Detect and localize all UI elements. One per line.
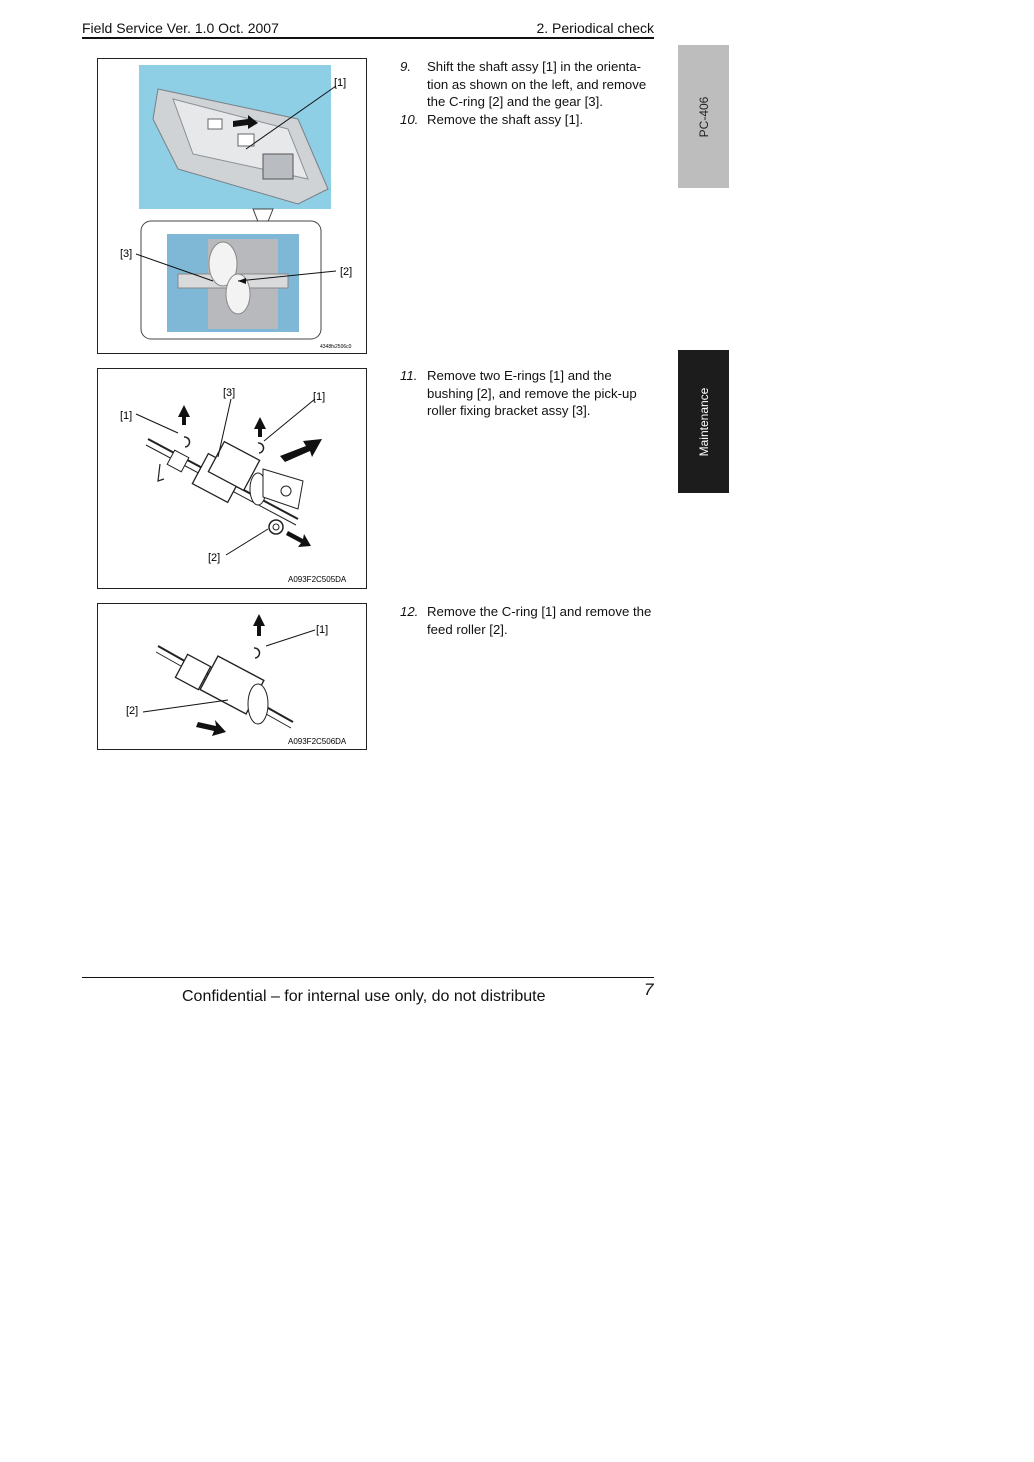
- step-10: [400, 111, 656, 129]
- figure-feed-roller-drawing: [98, 604, 367, 750]
- steps-group-3: [400, 603, 656, 638]
- fig2-label-1-right: [1]: [313, 391, 326, 403]
- fig2-label-3: [3]: [223, 387, 236, 399]
- step-12: [400, 603, 656, 638]
- fig1-label-1: [1]: [334, 77, 347, 89]
- fig1-label-3: [3]: [120, 248, 133, 260]
- step-text: Remove the C-ring [1] and remove the feed roller [2].: [427, 604, 652, 637]
- fig2-code: A093F2C505DA: [288, 575, 347, 584]
- fig2-label-2: [2]: [208, 552, 221, 564]
- fig3-label-2: [2]: [126, 705, 139, 717]
- side-tab-model: [678, 45, 729, 188]
- figure-shaft-assy: [97, 58, 367, 354]
- fig1-label-2: [2]: [340, 266, 353, 278]
- footer-rule: [82, 977, 654, 978]
- steps-group-1: [400, 58, 656, 128]
- side-tab-section-label: Maintenance: [696, 387, 711, 456]
- fig2-label-1-left: [1]: [120, 410, 133, 422]
- step-number: 11.: [400, 368, 418, 383]
- step-number: 9.: [400, 59, 411, 74]
- side-tab-section: [678, 350, 729, 493]
- step-text: Remove the shaft assy [1].: [427, 111, 584, 127]
- header-rule: [82, 37, 654, 39]
- step-text: Shift the shaft assy [1] in the orienta-tion as shown on the left, and remove the C-ring [2] and the gear [3].: [427, 59, 647, 109]
- step-9: [400, 58, 656, 111]
- fig3-code: A093F2C506DA: [288, 737, 347, 746]
- fig3-label-1: [1]: [316, 624, 329, 636]
- figure-feed-roller: [97, 603, 367, 750]
- step-number: 12.: [400, 604, 419, 619]
- figure-shaft-assy-drawing: [98, 59, 367, 354]
- page-number: 7: [644, 980, 654, 999]
- step-text: Remove two E-rings [1] and the bushing [2], and remove the pick-up roller fixing bracket assy [3].: [427, 368, 637, 418]
- side-tab-model-label: PC-406: [696, 96, 711, 137]
- steps-group-2: [400, 367, 656, 420]
- fig1-code: 4348fs2506c0: [320, 344, 352, 350]
- step-number: 10.: [400, 111, 419, 127]
- figure-pickup-bracket: [97, 368, 367, 589]
- footer-confidential: Confidential – for internal use only, do not distribute: [182, 988, 546, 1005]
- step-11: [400, 367, 656, 420]
- figure-pickup-bracket-drawing: [98, 369, 367, 589]
- header-right: 2. Periodical check: [536, 20, 654, 36]
- header-left: Field Service Ver. 1.0 Oct. 2007: [82, 20, 279, 36]
